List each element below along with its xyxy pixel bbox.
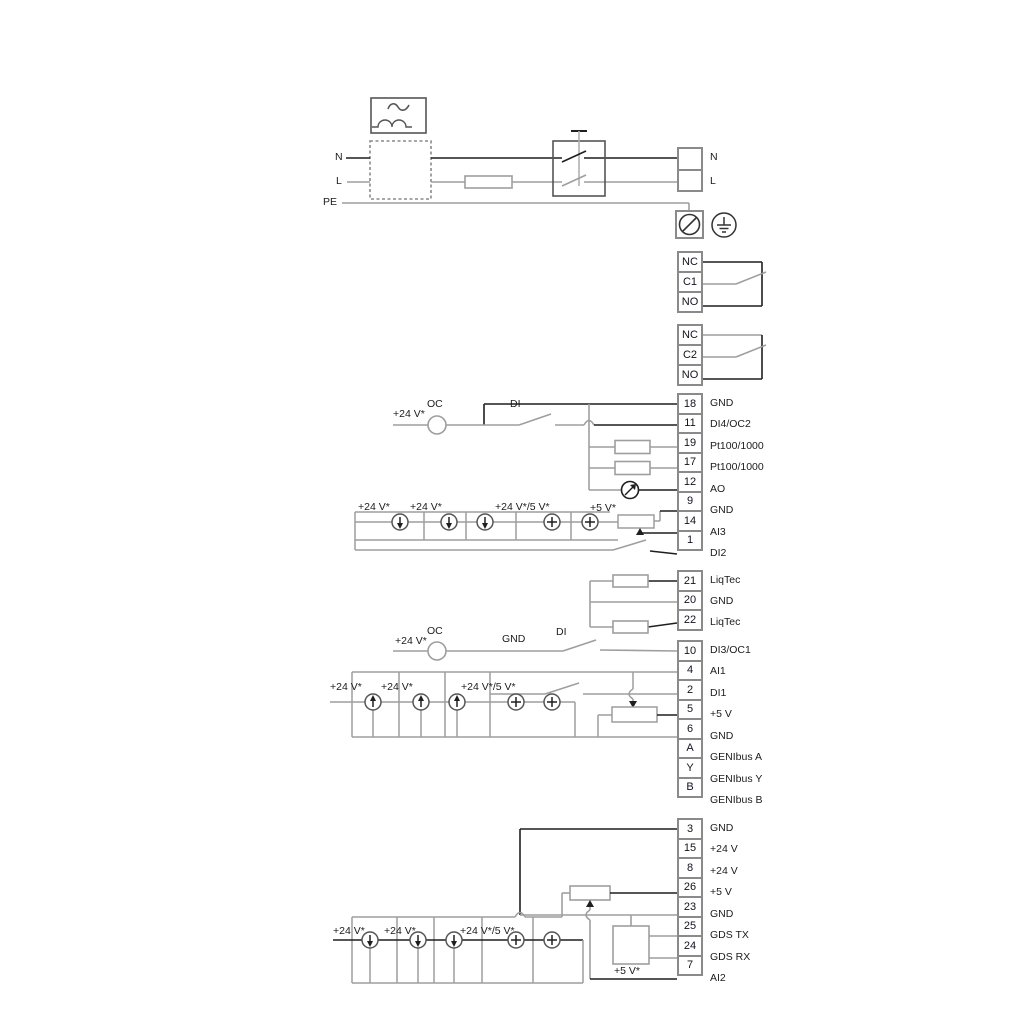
terminal-cell	[677, 271, 703, 293]
terminal-block-io2	[677, 640, 703, 798]
gds-sensor-box	[613, 915, 677, 964]
terminal-id: 9	[686, 495, 694, 508]
terminal-cell	[677, 699, 703, 721]
potentiometer-symbol	[618, 515, 654, 528]
terminal-cell	[677, 955, 703, 977]
digital-input-switch-symbol	[545, 683, 579, 694]
terminal-id: NC	[682, 256, 698, 268]
terminal-cell	[677, 640, 703, 662]
terminal-label: GND	[710, 908, 734, 920]
terminal-cell	[677, 471, 703, 493]
wire-label-di: DI	[556, 626, 567, 638]
terminal-id: 23	[683, 900, 697, 913]
terminal-id: 26	[683, 881, 697, 894]
terminal-cell	[677, 590, 703, 612]
terminal-label: DI1	[710, 687, 727, 699]
terminal-label: GDS RX	[710, 951, 751, 963]
terminal-label: DI2	[710, 547, 727, 559]
terminal-id: 12	[683, 475, 697, 488]
wire-label-di: DI	[510, 398, 521, 410]
terminal-id: 22	[683, 613, 697, 626]
terminal-cell	[677, 169, 703, 193]
current-source-icon	[392, 514, 408, 530]
wire-label-5v: +5 V*	[614, 965, 640, 977]
terminal-id: Y	[686, 761, 694, 774]
terminal-cell	[677, 432, 703, 454]
terminal-label: DI3/OC1	[710, 644, 751, 656]
ac-supply-icon	[371, 98, 426, 133]
wiper-arrow	[586, 900, 594, 907]
wire-label-24v: +24 V*	[330, 681, 362, 693]
mains-n-label: N	[335, 151, 343, 163]
terminal-cell	[677, 530, 703, 552]
terminal-cell	[677, 147, 703, 171]
relay2-contact-symbol	[703, 335, 766, 379]
terminal-label: +24 V	[710, 843, 738, 855]
voltage-source-icon	[582, 514, 598, 530]
terminal-id: 17	[683, 456, 697, 469]
relay1-contact-symbol	[703, 262, 766, 306]
relay-block-2	[677, 324, 703, 386]
wire-label-24v-5v: +24 V*/5 V*	[460, 925, 515, 937]
power-terminal-block	[677, 147, 703, 192]
terminal-label: GND	[710, 730, 734, 742]
terminal-cell	[677, 838, 703, 860]
terminal-label: DI4/OC2	[710, 418, 751, 430]
terminal-cell	[677, 757, 703, 779]
terminal-label: Pt100/1000	[710, 440, 764, 452]
voltage-source-icon	[544, 932, 560, 948]
digital-input-switch-symbol	[613, 540, 646, 550]
terminal-label: +5 V	[710, 886, 732, 898]
terminal-cell	[677, 570, 703, 592]
terminal-cell	[677, 251, 703, 273]
terminal-label: GND	[710, 595, 734, 607]
resistor-symbol	[615, 462, 650, 475]
terminal-label: AI2	[710, 972, 726, 984]
wire-label-24v-5v: +24 V*/5 V*	[461, 681, 516, 693]
terminal-cell	[677, 777, 703, 799]
terminal-id: A	[686, 742, 694, 755]
terminal-id: 21	[683, 574, 697, 587]
terminal-id: 2	[686, 683, 694, 696]
pe-screw-terminal-icon	[676, 211, 703, 238]
terminal-label: +5 V	[710, 708, 732, 720]
current-source-icon	[477, 514, 493, 530]
wire-label-24v: +24 V*	[381, 681, 413, 693]
wire-label-24v: +24 V*	[395, 635, 427, 647]
terminal-cell	[677, 491, 703, 513]
wire-label-24v: +24 V*	[358, 501, 390, 513]
terminal-id: 20	[683, 594, 697, 607]
mains-l-label: L	[336, 175, 342, 187]
wire-label-gnd: GND	[502, 633, 526, 645]
wire-label-24v: +24 V*	[410, 501, 442, 513]
terminal-id: 15	[683, 842, 697, 855]
terminal-id: 6	[686, 722, 694, 735]
resistor-symbol	[613, 575, 648, 587]
terminal-label: +24 V	[710, 865, 738, 877]
io3-wiring	[520, 829, 677, 979]
terminal-cell	[677, 896, 703, 918]
potentiometer-symbol	[570, 886, 610, 900]
io1-wiring	[393, 404, 677, 499]
terminal-cell	[677, 660, 703, 682]
terminal-label: LiqTec	[710, 574, 741, 586]
terminal-id: 14	[683, 514, 697, 527]
terminal-id: 11	[684, 417, 696, 430]
current-source-icon	[449, 694, 465, 710]
terminal-label: GDS TX	[710, 929, 749, 941]
terminal-block-liqtec	[677, 570, 703, 631]
terminal-label: GENIbus A	[710, 751, 762, 763]
terminal-cell	[677, 364, 703, 386]
terminal-cell	[677, 935, 703, 957]
terminal-id: 8	[686, 861, 694, 874]
wire-label-24v: +24 V*	[384, 925, 416, 937]
terminal-id: NO	[681, 369, 699, 381]
fuse-symbol	[465, 176, 512, 188]
mains-wires	[342, 158, 689, 211]
terminal-id: 18	[683, 397, 697, 410]
terminal-label: GND	[710, 822, 734, 834]
wire-label-24v: +24 V*	[393, 408, 425, 420]
terminal-block-io1	[677, 393, 703, 551]
terminal-cell	[677, 291, 703, 313]
terminal-label: GND	[710, 504, 734, 516]
earth-ground-icon	[712, 213, 736, 237]
terminal-label: LiqTec	[710, 616, 741, 628]
terminal-cell	[677, 324, 703, 346]
voltage-source-icon	[544, 514, 560, 530]
terminal-id: 1	[686, 534, 694, 547]
terminal-id: 4	[686, 664, 694, 677]
terminal-id: 7	[686, 959, 694, 972]
mains-pe-label: PE	[323, 196, 338, 208]
terminal-cell	[677, 718, 703, 740]
resistor-symbol	[615, 441, 650, 454]
terminal-cell	[677, 857, 703, 879]
terminal-label: AI3	[710, 526, 726, 538]
terminal-id: NC	[682, 329, 698, 341]
terminal-label: L	[710, 175, 716, 187]
wire-label-oc: OC	[427, 398, 443, 410]
voltage-source-icon	[508, 694, 524, 710]
current-source-icon	[365, 694, 381, 710]
wiper-arrow	[636, 528, 644, 535]
terminal-label: Pt100/1000	[710, 461, 764, 473]
terminal-cell	[677, 916, 703, 938]
terminal-cell	[677, 510, 703, 532]
terminal-cell	[677, 413, 703, 435]
terminal-label: AO	[710, 483, 726, 495]
resistor-symbol	[613, 621, 648, 633]
wire-label-24v: +24 V*	[333, 925, 365, 937]
terminal-id: 19	[683, 436, 697, 449]
terminal-id: 24	[683, 939, 697, 952]
terminal-id: 25	[683, 920, 697, 933]
open-collector-symbol	[428, 416, 446, 434]
terminal-id: B	[686, 781, 694, 794]
emc-filter-box	[370, 141, 431, 199]
terminal-cell	[677, 452, 703, 474]
current-source-icon	[413, 694, 429, 710]
mains-switch-symbol	[553, 131, 605, 196]
terminal-cell	[677, 609, 703, 631]
terminal-cell	[677, 738, 703, 760]
voltage-source-icon	[544, 694, 560, 710]
potentiometer-symbol	[612, 707, 657, 722]
terminal-id: 3	[686, 822, 694, 835]
terminal-id: C2	[682, 349, 698, 361]
di3-wiring	[393, 640, 677, 660]
terminal-cell	[677, 393, 703, 415]
terminal-cell	[677, 679, 703, 701]
terminal-label: AI1	[710, 665, 726, 677]
terminal-cell	[677, 818, 703, 840]
terminal-label: GENIbus B	[710, 794, 763, 806]
wire-label-5v: +5 V*	[590, 502, 616, 514]
terminal-cell	[677, 877, 703, 899]
liqtec-wiring	[590, 575, 677, 633]
terminal-id: NO	[681, 296, 699, 308]
terminal-cell	[677, 344, 703, 366]
source-symbols	[362, 514, 598, 948]
terminal-id: C1	[682, 276, 698, 288]
digital-input-switch-symbol	[563, 640, 596, 651]
terminal-block-io3	[677, 818, 703, 976]
terminal-label: GENIbus Y	[710, 773, 763, 785]
relay-block-1	[677, 251, 703, 313]
terminal-label: N	[710, 151, 718, 163]
open-collector-symbol	[428, 642, 446, 660]
analog-output-meter-icon	[622, 482, 639, 499]
wire-label-oc: OC	[427, 625, 443, 637]
terminal-label: GND	[710, 397, 734, 409]
wire-label-24v-5v: +24 V*/5 V*	[495, 501, 550, 513]
current-source-icon	[441, 514, 457, 530]
terminal-id: 5	[686, 703, 694, 716]
terminal-id: 10	[683, 644, 697, 657]
